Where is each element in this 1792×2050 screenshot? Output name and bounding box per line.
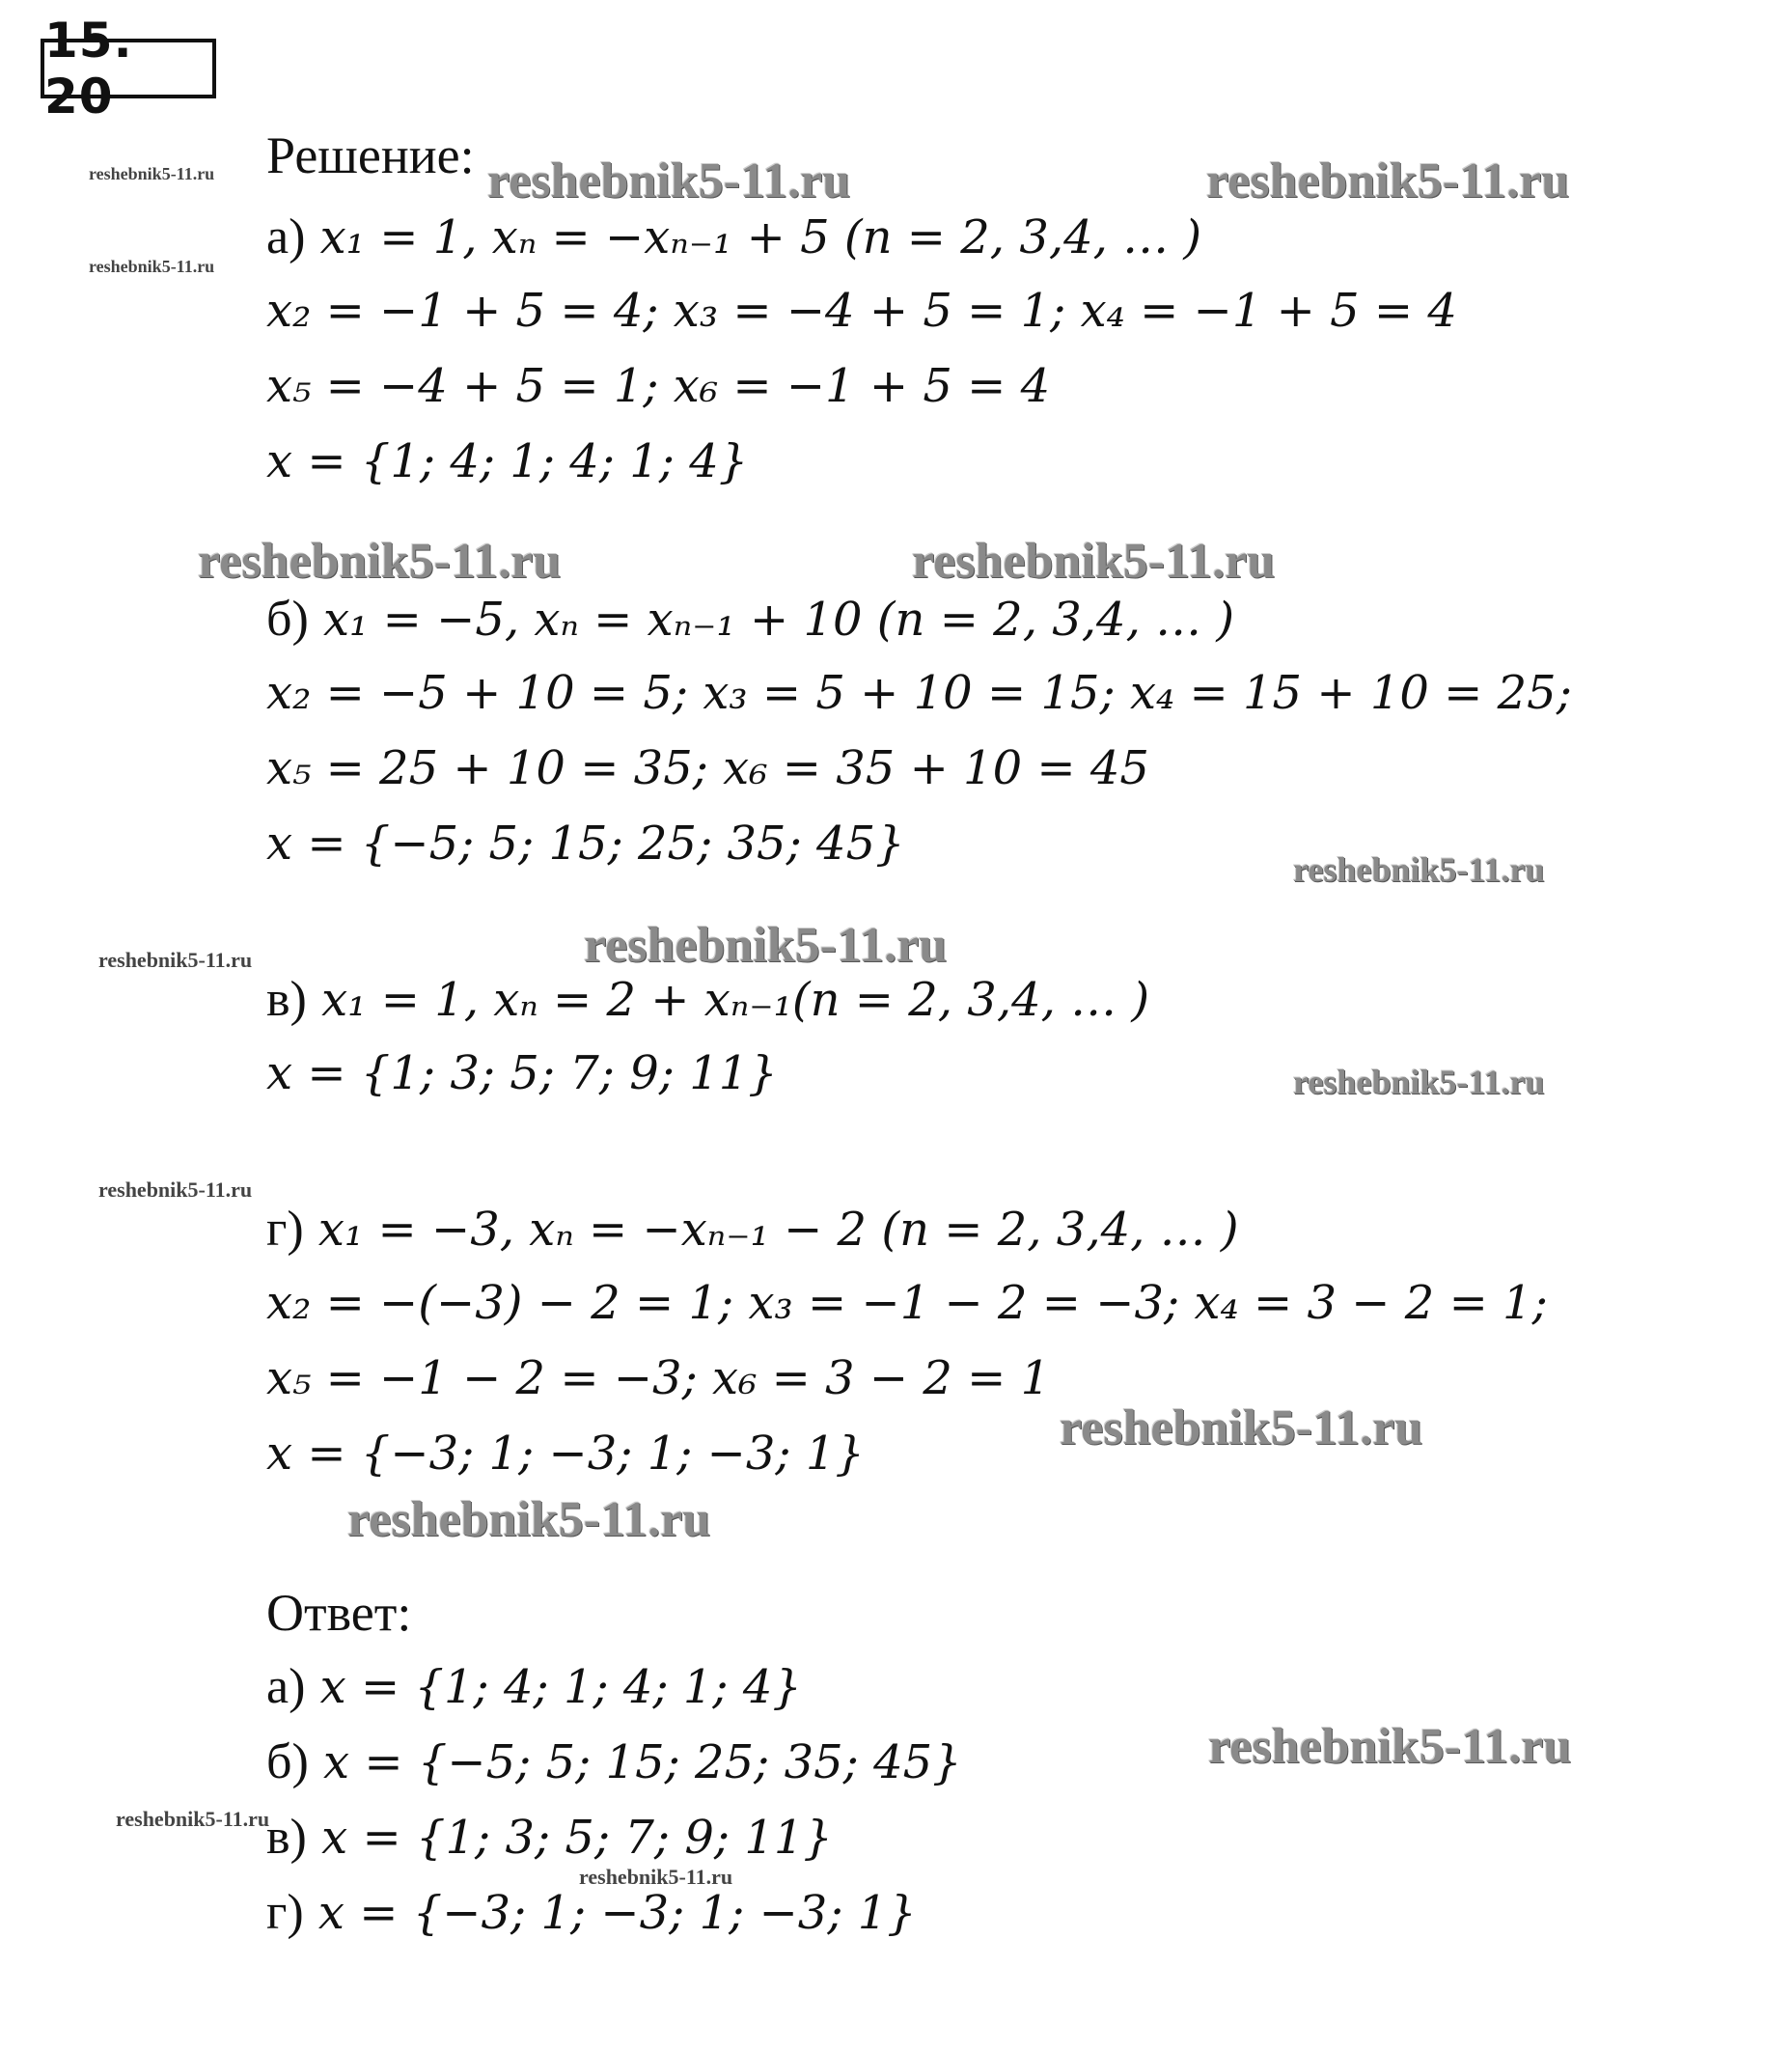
part-b-label: б) bbox=[266, 592, 309, 647]
part-b-step-2-text: x₅ = 25 + 10 = 35; x₆ = 35 + 10 = 45 bbox=[266, 741, 1149, 795]
answer-a-label: а) bbox=[266, 1659, 306, 1714]
answer-v-label: в) bbox=[266, 1810, 307, 1865]
answer-g bbox=[266, 1885, 917, 1940]
watermark: reshebnik5-11.ru bbox=[912, 534, 1276, 589]
part-g-def-text: x₁ = −3, xₙ = −xₙ₋₁ − 2 (n = 2, 3,4, … ) bbox=[317, 1203, 1239, 1257]
answer-b bbox=[266, 1734, 962, 1789]
watermark: reshebnik5-11.ru bbox=[98, 948, 253, 972]
part-v-label: в) bbox=[266, 972, 307, 1027]
part-b-result bbox=[266, 817, 905, 871]
part-v-result-text: x = {1; 3; 5; 7; 9; 11} bbox=[266, 1046, 778, 1100]
part-a-step-1-text: x₂ = −1 + 5 = 4; x₃ = −4 + 5 = 1; x₄ = −1 + 5 = 4 bbox=[266, 284, 1457, 338]
answer-a bbox=[266, 1659, 802, 1714]
part-g-result bbox=[266, 1427, 865, 1481]
part-b-step-1 bbox=[266, 666, 1572, 720]
part-v-def-text: x₁ = 1, xₙ = 2 + xₙ₋₁(n = 2, 3,4, … ) bbox=[321, 973, 1150, 1027]
part-g-result-text: x = {−3; 1; −3; 1; −3; 1} bbox=[266, 1427, 865, 1481]
watermark: reshebnik5-11.ru bbox=[1208, 1719, 1572, 1774]
part-b-def-text: x₁ = −5, xₙ = xₙ₋₁ + 10 (n = 2, 3,4, … ) bbox=[323, 593, 1235, 647]
part-a-definition bbox=[266, 209, 1202, 264]
part-g-definition bbox=[266, 1202, 1239, 1257]
part-a-def-text: x₁ = 1, xₙ = −xₙ₋₁ + 5 (n = 2, 3,4, … ) bbox=[319, 210, 1202, 264]
answer-b-value: x = {−5; 5; 15; 25; 35; 45} bbox=[323, 1735, 962, 1789]
part-a-step-1 bbox=[266, 284, 1457, 338]
answer-a-value: x = {1; 4; 1; 4; 1; 4} bbox=[319, 1660, 802, 1714]
watermark: reshebnik5-11.ru bbox=[579, 1865, 733, 1889]
watermark: reshebnik5-11.ru bbox=[347, 1492, 711, 1547]
part-g-step-1 bbox=[266, 1276, 1548, 1330]
answer-heading: Ответ: bbox=[266, 1584, 412, 1642]
part-g-step-2 bbox=[266, 1351, 1051, 1405]
part-a-step-2-text: x₅ = −4 + 5 = 1; x₆ = −1 + 5 = 4 bbox=[266, 359, 1051, 413]
part-v-definition bbox=[266, 972, 1150, 1027]
watermark: reshebnik5-11.ru bbox=[89, 164, 215, 183]
answer-g-label: г) bbox=[266, 1885, 304, 1940]
part-b-step-2 bbox=[266, 741, 1149, 795]
watermark: reshebnik5-11.ru bbox=[89, 257, 215, 276]
part-g-step-1-text: x₂ = −(−3) − 2 = 1; x₃ = −1 − 2 = −3; x₄ = 3 − 2 = 1; bbox=[266, 1276, 1548, 1330]
part-b-step-1-text: x₂ = −5 + 10 = 5; x₃ = 5 + 10 = 15; x₄ = 15 + 10 = 25; bbox=[266, 666, 1572, 720]
part-a-result bbox=[266, 434, 749, 488]
part-a-result-text: x = {1; 4; 1; 4; 1; 4} bbox=[266, 434, 749, 488]
answer-v bbox=[266, 1810, 833, 1865]
part-b-definition bbox=[266, 592, 1235, 647]
watermark: reshebnik5-11.ru bbox=[198, 534, 562, 589]
answer-v-value: x = {1; 3; 5; 7; 9; 11} bbox=[321, 1811, 833, 1865]
part-g-step-2-text: x₅ = −1 − 2 = −3; x₆ = 3 − 2 = 1 bbox=[266, 1351, 1051, 1405]
part-v-result bbox=[266, 1046, 778, 1100]
watermark: reshebnik5-11.ru bbox=[116, 1807, 270, 1831]
watermark: reshebnik5-11.ru bbox=[1206, 153, 1570, 208]
answer-b-label: б) bbox=[266, 1734, 309, 1789]
watermark: reshebnik5-11.ru bbox=[487, 153, 851, 208]
watermark: reshebnik5-11.ru bbox=[1293, 1063, 1545, 1101]
answer-g-value: x = {−3; 1; −3; 1; −3; 1} bbox=[317, 1886, 917, 1940]
watermark: reshebnik5-11.ru bbox=[1293, 850, 1545, 889]
watermark: reshebnik5-11.ru bbox=[1060, 1400, 1423, 1455]
part-a-label: а) bbox=[266, 209, 306, 264]
part-b-result-text: x = {−5; 5; 15; 25; 35; 45} bbox=[266, 817, 905, 871]
watermark: reshebnik5-11.ru bbox=[98, 1177, 253, 1202]
problem-number: 15. 20 bbox=[41, 39, 216, 98]
part-a-step-2 bbox=[266, 359, 1051, 413]
solution-heading: Решение: bbox=[266, 126, 475, 184]
watermark: reshebnik5-11.ru bbox=[584, 918, 948, 973]
part-g-label: г) bbox=[266, 1202, 304, 1257]
